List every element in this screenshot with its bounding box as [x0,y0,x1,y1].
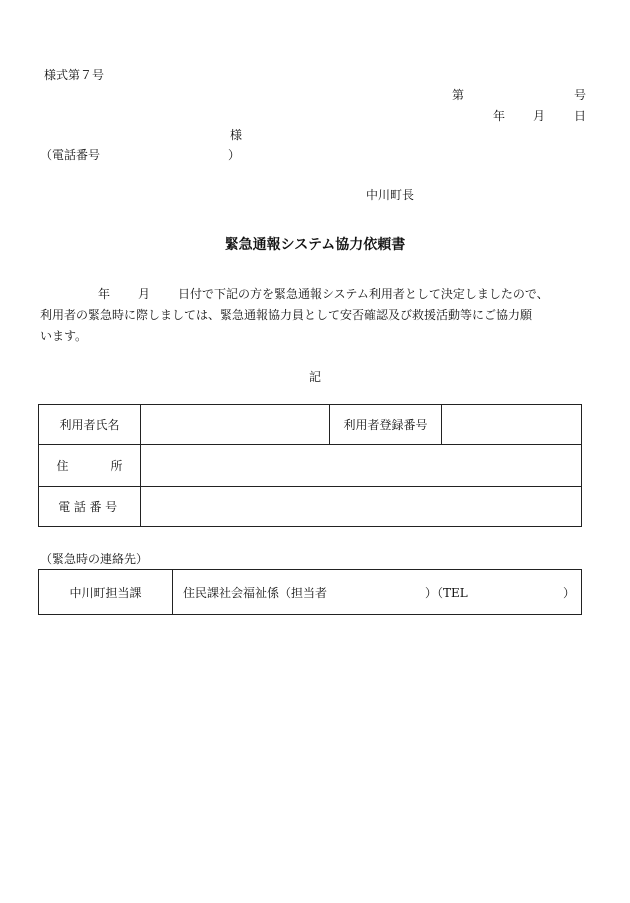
table-row [39,405,582,445]
phone-label: 電話番号 [39,487,141,527]
page-title: 緊急通報システム協力依頼書 [224,237,406,253]
user-info-table [38,404,582,527]
emergency-contact-table [38,569,582,615]
paragraph-year: 年 [98,287,111,301]
paragraph-line-1-text: 日付で下記の方を緊急通報システム利用者として決定しましたので、 [178,287,549,301]
tel-close: ） [562,586,575,600]
addressee-phone-close: ） [228,148,241,162]
form-number: 様式第７号 [44,68,105,82]
registration-number-field[interactable] [442,405,582,445]
address-field[interactable] [141,445,582,487]
addressee-phone-open: （電話番号 [40,148,101,162]
document-number-suffix: 号 [574,88,587,102]
tel-open: ）（TEL [425,586,468,600]
paragraph-line-3: います。 [40,329,88,343]
date-month: 月 [533,109,546,123]
ki-heading: 記 [309,370,322,384]
address-label [39,445,141,487]
phone-field[interactable] [141,487,582,527]
user-name-label: 利用者氏名 [39,405,141,445]
date-year: 年 [493,109,506,123]
paragraph-line-1 [40,284,592,305]
request-paragraph [40,284,592,347]
document-number-prefix: 第 [452,88,465,102]
date-day: 日 [574,109,587,123]
addressee-suffix: 様 [230,128,243,142]
emergency-contact-heading: （緊急時の連絡先） [40,552,149,566]
address-label-char-1: 住 [56,459,69,473]
issuer: 中川町長 [366,188,415,202]
department-value [173,570,582,615]
department-contact-text: 住民課社会福祉係（担当者 [183,585,328,600]
table-row [39,487,582,527]
paragraph-line-2: 利用者の緊急時に際しましては、緊急通報協力員として安否確認及び救援活動等にご協力願 [40,308,533,322]
table-row [39,570,582,615]
user-name-field[interactable] [141,405,330,445]
table-row [39,445,582,487]
paragraph-month: 月 [138,287,151,301]
address-label-char-2: 所 [110,459,123,473]
registration-number-label: 利用者登録番号 [330,405,442,445]
department-label: 中川町担当課 [39,570,173,615]
